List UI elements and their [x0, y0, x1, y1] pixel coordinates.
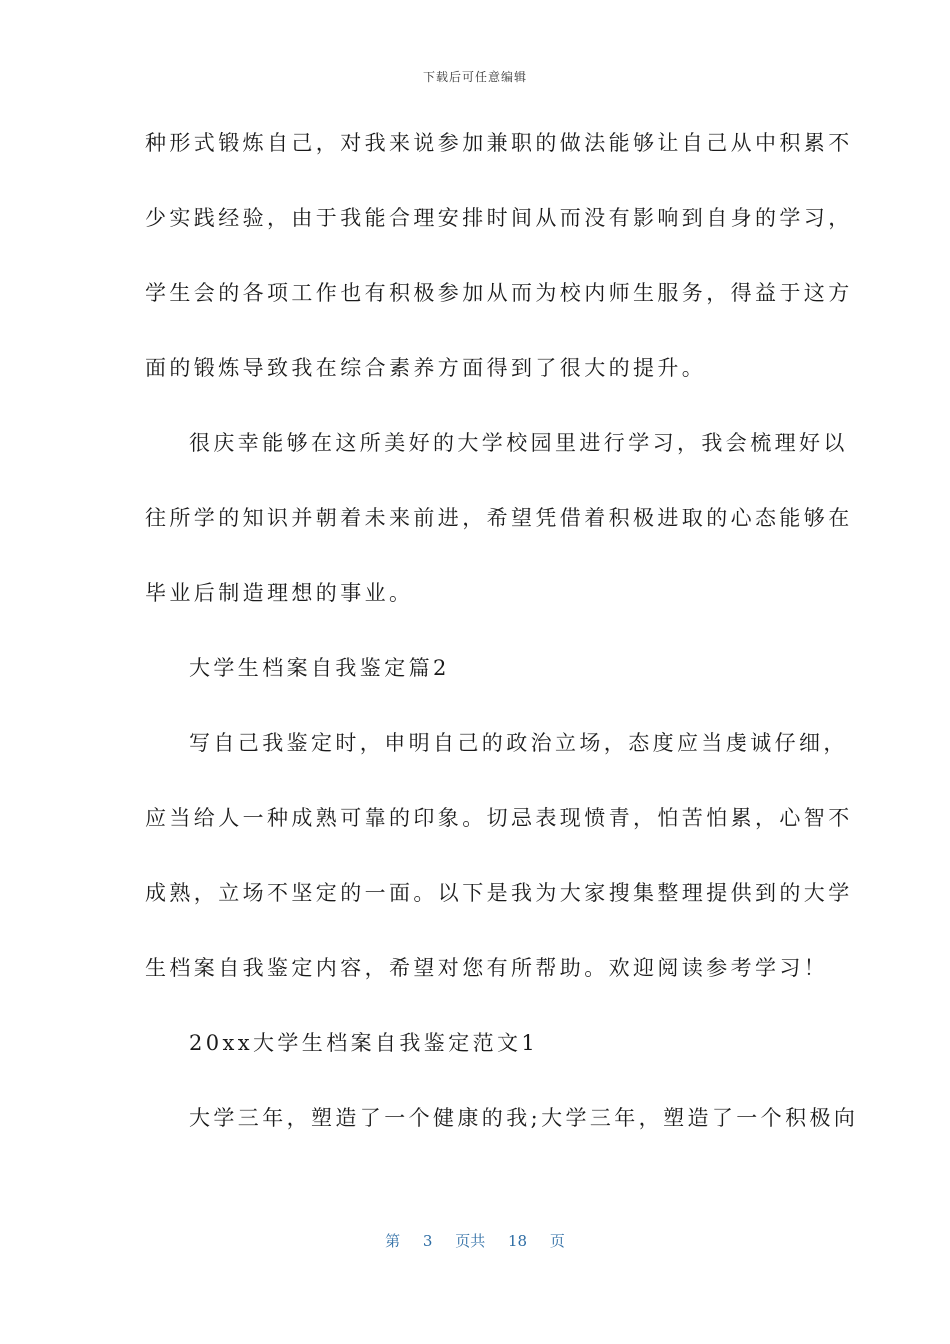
text-line: 成熟，立场不坚定的一面。以下是我为大家搜集整理提供到的大学	[145, 881, 853, 905]
text-line: 应当给人一种成熟可靠的印象。切忌表现愤青，怕苦怕累，心智不	[145, 806, 853, 830]
text-line: 写自己我鉴定时，申明自己的政治立场，态度应当虔诚仔细，	[189, 731, 848, 755]
page-prefix: 第	[385, 1232, 401, 1250]
text-line: 20xx大学生档案自我鉴定范文1	[189, 1031, 539, 1055]
page-footer	[0, 1230, 950, 1251]
page-current: 3	[422, 1232, 433, 1250]
text-line: 大学生档案自我鉴定篇2	[189, 656, 450, 680]
page-total: 18	[508, 1232, 528, 1250]
text-line: 种形式锻炼自己，对我来说参加兼职的做法能够让自己从中积累不	[145, 131, 853, 155]
text-line: 面的锻炼导致我在综合素养方面得到了很大的提升。	[145, 356, 707, 380]
text-line: 少实践经验，由于我能合理安排时间从而没有影响到自身的学习，	[145, 206, 853, 230]
text-line: 往所学的知识并朝着未来前进，希望凭借着积极进取的心态能够在	[145, 506, 853, 530]
header-note: 下载后可任意编辑	[422, 70, 527, 84]
document-body	[145, 122, 859, 1172]
page-suffix: 页	[549, 1232, 565, 1250]
text-line: 大学三年，塑造了一个健康的我;大学三年，塑造了一个积极向	[189, 1106, 859, 1130]
text-line: 生档案自我鉴定内容，希望对您有所帮助。欢迎阅读参考学习！	[145, 956, 829, 980]
text-line: 很庆幸能够在这所美好的大学校园里进行学习，我会梳理好以	[189, 431, 848, 455]
text-line: 毕业后制造理想的事业。	[145, 581, 414, 605]
text-line: 学生会的各项工作也有积极参加从而为校内师生服务，得益于这方	[145, 281, 853, 305]
page-middle: 页共	[455, 1232, 486, 1250]
